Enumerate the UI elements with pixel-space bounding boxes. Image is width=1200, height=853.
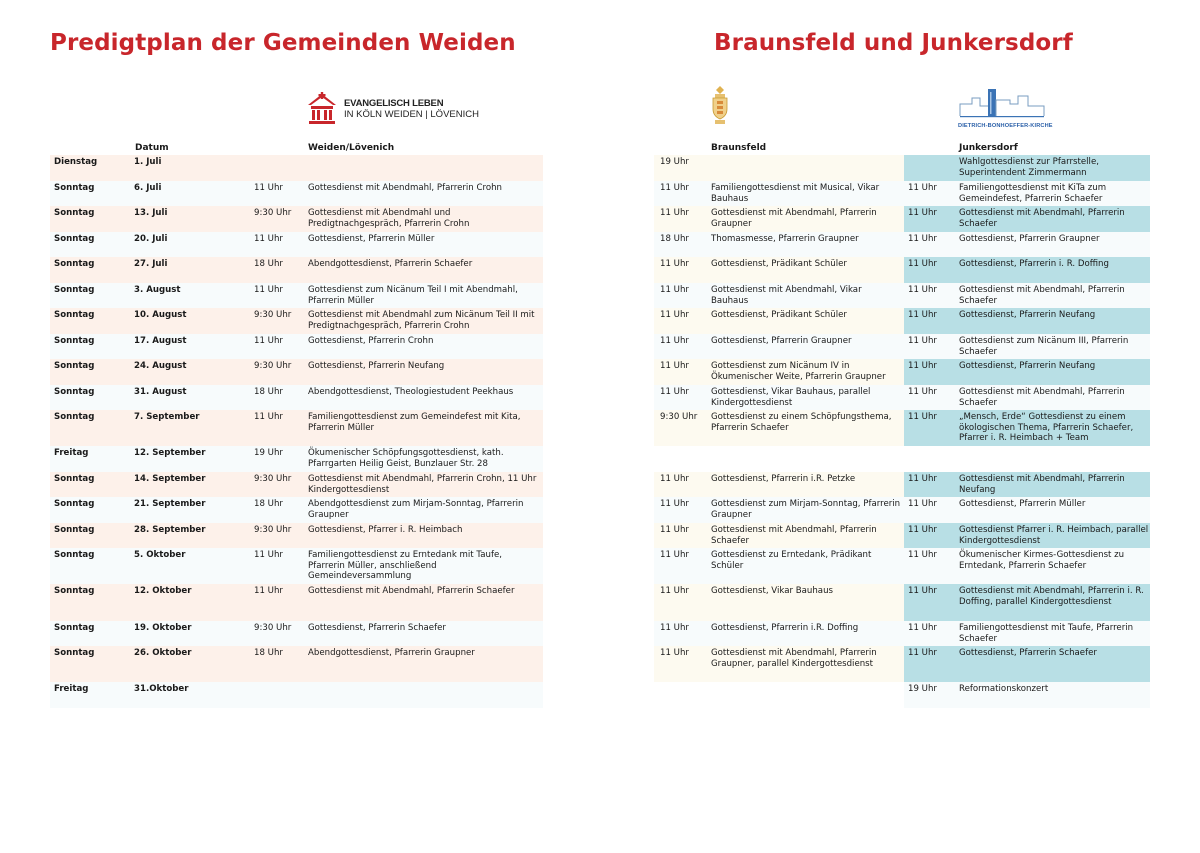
weiden-time: 11 Uhr — [254, 412, 283, 422]
row-day: Freitag — [54, 684, 89, 694]
braunsfeld-time: 11 Uhr — [660, 586, 689, 596]
junkersdorf-time: 11 Uhr — [908, 412, 937, 422]
row-day: Sonntag — [54, 550, 95, 560]
row-day: Sonntag — [54, 586, 95, 596]
page-title-left: Predigtplan der Gemeinden Weiden — [50, 30, 516, 56]
junkersdorf-time: 11 Uhr — [908, 361, 937, 371]
braunsfeld-crest-logo — [711, 85, 729, 129]
braunsfeld-service: Gottesdienst mit Abendmahl, Vikar Bauhaus — [711, 285, 862, 306]
logo-dbk-text: DIETRICH-BONHOEFFER-KIRCHE — [958, 123, 1053, 129]
junkersdorf-service: Reformationskonzert — [959, 684, 1049, 694]
junkersdorf-time: 11 Uhr — [908, 525, 937, 535]
weiden-service: Ökumenischer Schöpfungsgottesdienst, kath. Pfarrgarten Heilig Geist, Bunzlauer Str. 28 — [308, 448, 504, 469]
weiden-time: 18 Uhr — [254, 387, 283, 397]
row-date: 17. August — [134, 336, 187, 346]
braunsfeld-time: 11 Uhr — [660, 550, 689, 560]
logo-ev-line1: EVANGELISCH LEBEN — [344, 97, 444, 109]
row-date: 28. September — [134, 525, 206, 535]
junkersdorf-service: Gottesdienst mit Abendmahl, Pfarrerin Schaefer — [959, 208, 1125, 229]
header-datum: Datum — [135, 143, 169, 153]
weiden-service: Abendgottesdienst, Theologiestudent Peekhaus — [308, 387, 514, 397]
row-date: 10. August — [134, 310, 187, 320]
row-date: 1. Juli — [134, 157, 162, 167]
row-background — [654, 155, 904, 181]
row-day: Sonntag — [54, 285, 95, 295]
row-background — [50, 155, 543, 181]
row-day: Sonntag — [54, 361, 95, 371]
junkersdorf-time: 11 Uhr — [908, 208, 937, 218]
evangelisch-leben-logo — [306, 92, 479, 125]
weiden-time: 11 Uhr — [254, 285, 283, 295]
braunsfeld-service: Gottesdienst mit Abendmahl, Pfarrerin Schaefer — [711, 525, 877, 546]
table-row — [50, 308, 1150, 334]
weiden-service: Familiengottesdienst zu Erntedank mit Taufe, Pfarrerin Müller, anschließend Gemeindeversammlung — [308, 550, 502, 582]
weiden-service: Gottesdienst, Pfarrerin Müller — [308, 234, 435, 244]
table-row — [50, 283, 1150, 308]
braunsfeld-service: Gottesdienst zu Erntedank, Prädikant Schüler — [711, 550, 872, 571]
weiden-time: 11 Uhr — [254, 234, 283, 244]
braunsfeld-time: 11 Uhr — [660, 499, 689, 509]
braunsfeld-service: Gottesdienst, Pfarrerin i.R. Doffing — [711, 623, 859, 633]
table-row — [50, 584, 1150, 621]
junkersdorf-service: Gottesdienst mit Abendmahl, Pfarrerin i. R. Doffing, parallel Kindergottesdienst — [959, 586, 1144, 607]
junkersdorf-time: 19 Uhr — [908, 684, 937, 694]
junkersdorf-service: Gottesdienst, Pfarrerin Müller — [959, 499, 1086, 509]
table-row — [50, 646, 1150, 682]
page-title-right: Braunsfeld und Junkersdorf — [714, 30, 1073, 56]
table-row — [50, 155, 1150, 181]
junkersdorf-time: 11 Uhr — [908, 499, 937, 509]
row-day: Sonntag — [54, 310, 95, 320]
braunsfeld-service: Gottesdienst zu einem Schöpfungsthema, Pfarrerin Schaefer — [711, 412, 892, 433]
row-date: 6. Juli — [134, 183, 162, 193]
row-day: Sonntag — [54, 648, 95, 658]
row-date: 14. September — [134, 474, 206, 484]
table-row — [50, 682, 1150, 708]
row-date: 20. Juli — [134, 234, 168, 244]
row-date: 12. September — [134, 448, 206, 458]
braunsfeld-time: 11 Uhr — [660, 285, 689, 295]
junkersdorf-time: 11 Uhr — [908, 474, 937, 484]
weiden-time: 9:30 Uhr — [254, 208, 292, 218]
row-day: Sonntag — [54, 525, 95, 535]
braunsfeld-service: Thomasmesse, Pfarrerin Graupner — [711, 234, 859, 244]
weiden-time: 9:30 Uhr — [254, 361, 292, 371]
weiden-time: 9:30 Uhr — [254, 310, 292, 320]
weiden-time: 9:30 Uhr — [254, 525, 292, 535]
braunsfeld-time: 11 Uhr — [660, 361, 689, 371]
braunsfeld-time: 11 Uhr — [660, 183, 689, 193]
braunsfeld-time: 11 Uhr — [660, 525, 689, 535]
table-row — [50, 410, 1150, 446]
junkersdorf-time: 11 Uhr — [908, 550, 937, 560]
junkersdorf-time: 11 Uhr — [908, 234, 937, 244]
weiden-time: 11 Uhr — [254, 336, 283, 346]
weiden-service: Gottesdienst mit Abendmahl, Pfarrerin Schaefer — [308, 586, 515, 596]
braunsfeld-service: Familiengottesdienst mit Musical, Vikar Bauhaus — [711, 183, 880, 204]
junkersdorf-service: Wahlgottesdienst zur Pfarrstelle, Superintendent Zimmermann — [959, 157, 1099, 178]
weiden-time: 9:30 Uhr — [254, 474, 292, 484]
weiden-service: Abendgottesdienst zum Mirjam-Sonntag, Pfarrerin Graupner — [308, 499, 524, 520]
weiden-service: Gottesdienst mit Abendmahl zum Nicänum Teil II mit Predigtnachgespräch, Pfarrerin Crohn — [308, 310, 535, 331]
junkersdorf-time: 11 Uhr — [908, 648, 937, 658]
row-day: Sonntag — [54, 208, 95, 218]
table-row — [50, 497, 1150, 523]
row-date: 27. Juli — [134, 259, 168, 269]
weiden-time: 9:30 Uhr — [254, 623, 292, 633]
row-date: 24. August — [134, 361, 187, 371]
weiden-time: 11 Uhr — [254, 550, 283, 560]
braunsfeld-service: Gottesdienst zum Nicänum IV in Ökumenischer Weite, Pfarrerin Graupner — [711, 361, 886, 382]
weiden-time: 18 Uhr — [254, 259, 283, 269]
braunsfeld-time: 11 Uhr — [660, 259, 689, 269]
weiden-service: Gottesdienst mit Abendmahl, Pfarrerin Crohn — [308, 183, 502, 193]
weiden-service: Familiengottesdienst zum Gemeindefest mit Kita, Pfarrerin Müller — [308, 412, 521, 433]
church-skyline-icon — [958, 86, 1046, 118]
braunsfeld-time: 18 Uhr — [660, 234, 689, 244]
junkersdorf-time: 11 Uhr — [908, 259, 937, 269]
table-row — [50, 523, 1150, 548]
row-day: Sonntag — [54, 412, 95, 422]
braunsfeld-service: Gottesdienst, Vikar Bauhaus, parallel Kindergottesdienst — [711, 387, 871, 408]
crest-icon — [711, 85, 729, 125]
braunsfeld-service: Gottesdienst, Pfarrerin i.R. Petzke — [711, 474, 856, 484]
table-row — [50, 257, 1150, 283]
braunsfeld-service: Gottesdienst mit Abendmahl, Pfarrerin Graupner — [711, 208, 877, 229]
weiden-time: 11 Uhr — [254, 586, 283, 596]
row-date: 3. August — [134, 285, 181, 295]
table-row — [50, 359, 1150, 385]
junkersdorf-time: 11 Uhr — [908, 310, 937, 320]
junkersdorf-service: Gottesdienst, Pfarrerin Neufang — [959, 310, 1096, 320]
weiden-time: 19 Uhr — [254, 448, 283, 458]
junkersdorf-service: Gottesdienst Pfarrer i. R. Heimbach, parallel Kindergottesdienst — [959, 525, 1149, 546]
braunsfeld-service: Gottesdienst, Vikar Bauhaus — [711, 586, 833, 596]
braunsfeld-time: 11 Uhr — [660, 474, 689, 484]
weiden-service: Gottesdienst, Pfarrerin Schaefer — [308, 623, 446, 633]
junkersdorf-service: Gottesdienst, Pfarrerin Neufang — [959, 361, 1096, 371]
braunsfeld-time: 9:30 Uhr — [660, 412, 698, 422]
church-icon — [306, 92, 338, 125]
junkersdorf-service: Gottesdienst, Pfarrerin i. R. Doffing — [959, 259, 1109, 269]
braunsfeld-time: 11 Uhr — [660, 310, 689, 320]
weiden-service: Gottesdienst, Pfarrerin Crohn — [308, 336, 434, 346]
braunsfeld-time: 19 Uhr — [660, 157, 689, 167]
junkersdorf-service: Gottesdienst mit Abendmahl, Pfarrerin Schaefer — [959, 285, 1125, 306]
weiden-time: 18 Uhr — [254, 648, 283, 658]
table-row — [50, 385, 1150, 410]
table-row — [50, 232, 1150, 257]
braunsfeld-time: 11 Uhr — [660, 336, 689, 346]
junkersdorf-time: 11 Uhr — [908, 336, 937, 346]
row-day: Sonntag — [54, 387, 95, 397]
junkersdorf-service: Gottesdienst, Pfarrerin Graupner — [959, 234, 1100, 244]
junkersdorf-service: „Mensch, Erde“ Gottesdienst zu einem ökologischen Thema, Pfarrerin Schaefer, Pfarrer i. R. Heimbach + Team — [959, 412, 1134, 444]
row-day: Sonntag — [54, 234, 95, 244]
table-row — [50, 621, 1150, 646]
weiden-service: Gottesdienst zum Nicänum Teil I mit Abendmahl, Pfarrerin Müller — [308, 285, 518, 306]
table-row — [50, 334, 1150, 359]
junkersdorf-time: 11 Uhr — [908, 387, 937, 397]
header-braunsfeld: Braunsfeld — [711, 143, 767, 153]
junkersdorf-service: Familiengottesdienst mit Taufe, Pfarrerin Schaefer — [959, 623, 1134, 644]
row-date: 26. Oktober — [134, 648, 192, 658]
row-date: 5. Oktober — [134, 550, 186, 560]
weiden-service: Gottesdienst, Pfarrerin Neufang — [308, 361, 445, 371]
junkersdorf-service: Gottesdienst zum Nicänum III, Pfarrerin Schaefer — [959, 336, 1129, 357]
table-row — [50, 206, 1150, 232]
table-row — [50, 472, 1150, 497]
braunsfeld-time: 11 Uhr — [660, 648, 689, 658]
row-date: 31. August — [134, 387, 187, 397]
junkersdorf-service: Gottesdienst mit Abendmahl, Pfarrerin Neufang — [959, 474, 1125, 495]
header-junkersdorf: Junkersdorf — [959, 143, 1018, 153]
braunsfeld-time: 11 Uhr — [660, 623, 689, 633]
weiden-service: Gottesdienst, Pfarrer i. R. Heimbach — [308, 525, 463, 535]
junkersdorf-time: 11 Uhr — [908, 285, 937, 295]
table-row — [50, 446, 1150, 472]
weiden-time: 11 Uhr — [254, 183, 283, 193]
table-row — [50, 548, 1150, 584]
braunsfeld-time: 11 Uhr — [660, 208, 689, 218]
logo-ev-line2: IN KÖLN WEIDEN | LÖVENICH — [344, 108, 479, 120]
braunsfeld-service: Gottesdienst, Prädikant Schüler — [711, 259, 847, 269]
weiden-service: Abendgottesdienst, Pfarrerin Schaefer — [308, 259, 473, 269]
row-day: Sonntag — [54, 474, 95, 484]
junkersdorf-service: Gottesdienst, Pfarrerin Schaefer — [959, 648, 1097, 658]
row-date: 7. September — [134, 412, 200, 422]
row-date: 21. September — [134, 499, 206, 509]
junkersdorf-time: 11 Uhr — [908, 586, 937, 596]
weiden-service: Gottesdienst mit Abendmahl, Pfarrerin Crohn, 11 Uhr Kindergottesdienst — [308, 474, 537, 495]
junkersdorf-time: 11 Uhr — [908, 183, 937, 193]
row-date: 12. Oktober — [134, 586, 192, 596]
row-day: Sonntag — [54, 183, 95, 193]
row-day: Sonntag — [54, 336, 95, 346]
row-day: Sonntag — [54, 259, 95, 269]
junkersdorf-service: Familiengottesdienst mit KiTa zum Gemeindefest, Pfarrerin Schaefer — [959, 183, 1107, 204]
junkersdorf-service: Ökumenischer Kirmes-Gottesdienst zu Erntedank, Pfarrerin Schaefer — [959, 550, 1125, 571]
row-background — [50, 682, 543, 708]
weiden-service: Abendgottesdienst, Pfarrerin Graupner — [308, 648, 475, 658]
dietrich-bonhoeffer-kirche-logo — [958, 86, 1053, 129]
braunsfeld-time: 11 Uhr — [660, 387, 689, 397]
braunsfeld-service: Gottesdienst zum Mirjam-Sonntag, Pfarrerin Graupner — [711, 499, 901, 520]
junkersdorf-service: Gottesdienst mit Abendmahl, Pfarrerin Schaefer — [959, 387, 1125, 408]
weiden-time: 18 Uhr — [254, 499, 283, 509]
braunsfeld-service: Gottesdienst mit Abendmahl, Pfarrerin Graupner, parallel Kindergottesdienst — [711, 648, 877, 669]
table-row — [50, 181, 1150, 206]
row-date: 19. Oktober — [134, 623, 192, 633]
header-weiden: Weiden/Lövenich — [308, 143, 395, 153]
row-day: Dienstag — [54, 157, 98, 167]
row-date: 13. Juli — [134, 208, 168, 218]
row-day: Freitag — [54, 448, 89, 458]
weiden-service: Gottesdienst mit Abendmahl und Predigtnachgespräch, Pfarrerin Crohn — [308, 208, 470, 229]
row-date: 31.Oktober — [134, 684, 189, 694]
junkersdorf-time: 11 Uhr — [908, 623, 937, 633]
row-day: Sonntag — [54, 499, 95, 509]
row-day: Sonntag — [54, 623, 95, 633]
braunsfeld-service: Gottesdienst, Pfarrerin Graupner — [711, 336, 852, 346]
braunsfeld-service: Gottesdienst, Prädikant Schüler — [711, 310, 847, 320]
